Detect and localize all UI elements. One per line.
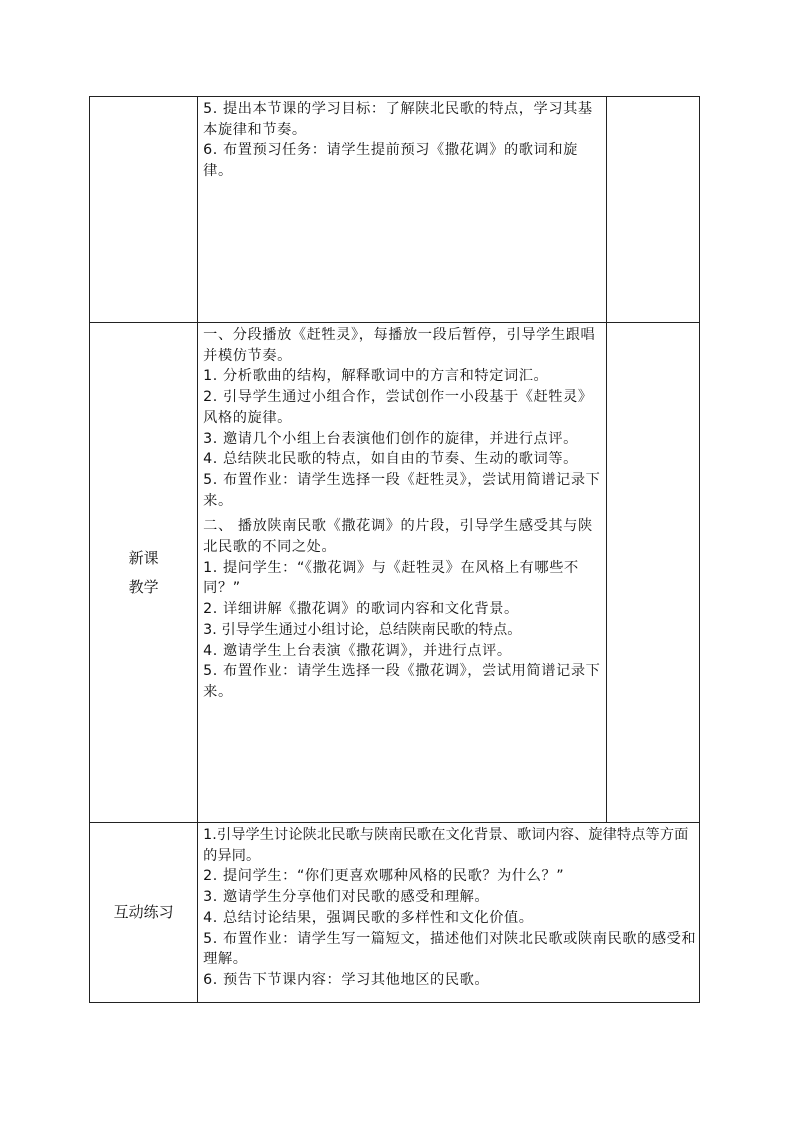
practice-item: 3. 邀请学生分享他们对民歌的感受和理解。 <box>203 889 490 906</box>
section2-item: 1. 提问学生：“《撒花调》与《赶牲灵》在风格上有哪些不同？” <box>203 559 579 597</box>
section1-heading: 一、分段播放《赶牲灵》，每播放一段后暂停，引导学生跟唱并模仿节奏。 <box>203 327 596 364</box>
practice-item: 1.引导学生讨论陕北民歌与陕南民歌在文化背景、歌词内容、旋律特点等方面的异同。 <box>203 827 689 864</box>
new-lesson-notes-cell <box>606 323 699 823</box>
practice-item: 5. 布置作业：请学生写一篇短文，描述他们对陕北民歌或陕南民歌的感受和理解。 <box>203 930 697 968</box>
table-row-new-lesson <box>90 323 700 823</box>
practice-label-cell <box>90 823 198 1003</box>
section2-item: 5. 布置作业：请学生选择一段《撒花调》，尝试用简谱记录下来。 <box>203 663 601 700</box>
new-lesson-label-line-1: 新课 <box>128 548 159 567</box>
table-row-intro <box>90 97 700 323</box>
intro-notes-cell <box>606 97 699 323</box>
section2-heading: 二、 播放陕南民歌《撒花调》的片段，引导学生感受其与陕北民歌的不同之处。 <box>203 518 593 556</box>
new-lesson-label-line-2: 教学 <box>128 577 159 596</box>
new-lesson-content-cell <box>198 323 607 823</box>
lesson-plan-table <box>89 96 700 1003</box>
intro-item: 6. 布置预习任务：请学生提前预习《撒花调》的歌词和旋律。 <box>203 142 578 180</box>
section1-item: 3. 邀请几个小组上台表演他们创作的旋律，并进行点评。 <box>203 430 578 447</box>
new-lesson-label-cell <box>90 323 198 823</box>
intro-content-cell <box>198 97 607 323</box>
section2-item: 3. 引导学生通过小组讨论，总结陕南民歌的特点。 <box>203 621 522 638</box>
practice-item: 2. 提问学生：“你们更喜欢哪种风格的民歌？为什么？” <box>203 868 565 885</box>
practice-item: 4. 总结讨论结果，强调民歌的多样性和文化价值。 <box>203 909 534 926</box>
practice-content-cell <box>198 823 700 1003</box>
practice-item: 6. 预告下节课内容：学习其他地区的民歌。 <box>203 971 490 988</box>
practice-label-line: 互动练习 <box>113 903 174 921</box>
intro-label-cell <box>90 97 198 323</box>
intro-item: 5. 提出本节课的学习目标：了解陕北民歌的特点，学习其基本旋律和节奏。 <box>203 101 593 138</box>
section1-item: 5. 布置作业：请学生选择一段《赶牲灵》，尝试用简谱记录下来。 <box>203 471 601 509</box>
section2-item: 2. 详细讲解《撒花调》的歌词内容和文化背景。 <box>203 601 519 618</box>
table-row-practice <box>90 823 700 1003</box>
section1-item: 1. 分析歌曲的结构，解释歌词中的方言和特定词汇。 <box>203 368 549 385</box>
section1-item: 4. 总结陕北民歌的特点，如自由的节奏、生动的歌词等。 <box>203 451 578 468</box>
section1-item: 2. 引导学生通过小组合作，尝试创作一小段基于《赶牲灵》风格的旋律。 <box>203 389 593 426</box>
section2-item: 4. 邀请学生上台表演《撒花调》，并进行点评。 <box>203 642 512 659</box>
